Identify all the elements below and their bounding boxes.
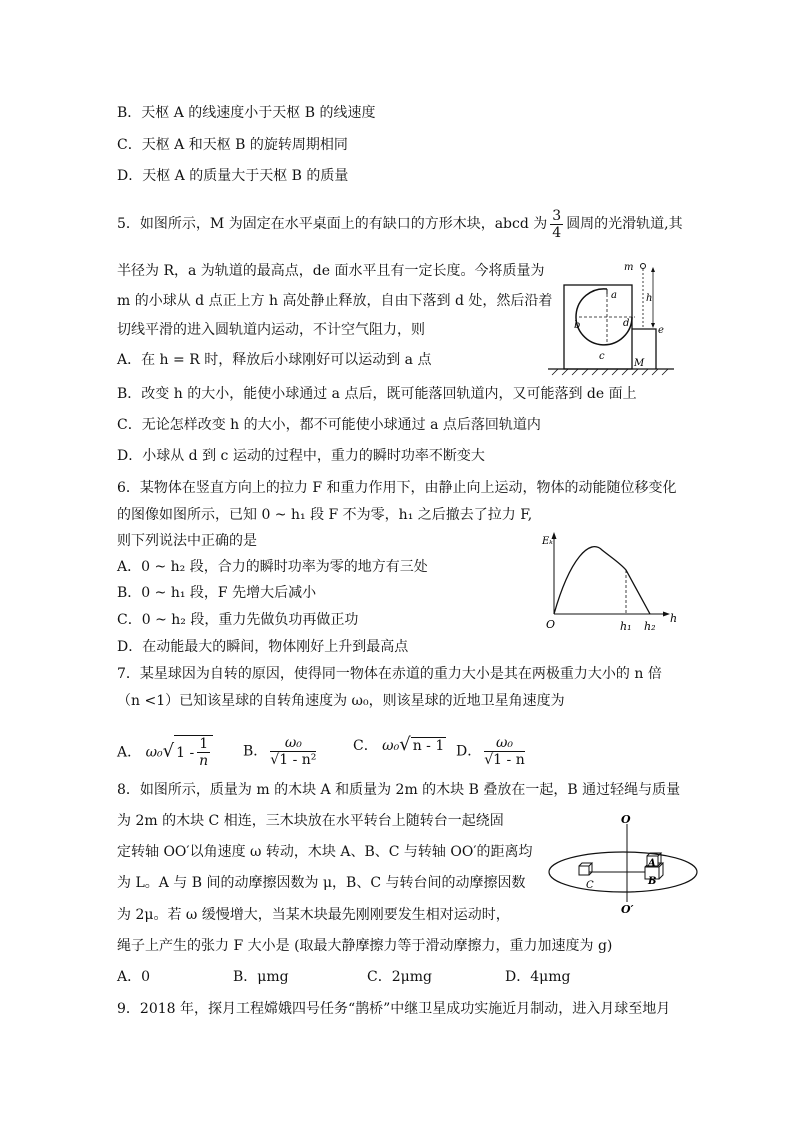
q7-option-c-radicand: n - 1 <box>412 738 445 754</box>
q7-option-d-den: 1 - n <box>493 752 525 768</box>
q7-option-a-num: 1 <box>199 736 209 752</box>
q5-ground-hatch <box>552 369 668 375</box>
q8-label-c: C <box>586 880 594 891</box>
q7-option-a-radicand-text: 1 - <box>176 744 195 761</box>
q8-label-o: O <box>621 813 631 826</box>
q7-option-c-omega: ω₀ <box>382 738 400 754</box>
q8-label-b: B <box>648 876 657 887</box>
q7-option-d-num: ω₀ <box>484 735 524 752</box>
q6-label-h1: h₁ <box>620 620 632 633</box>
q7-option-c-label: C． <box>353 738 378 754</box>
q6-x-arrowhead <box>663 612 670 617</box>
q6-ek-curve <box>554 547 650 614</box>
q5-stem-text-a: 5．如图所示，M 为固定在水平桌面上的有缺口的方形木块，abcd 为 <box>117 216 548 232</box>
q5-stem-text-b: 圆周的光滑轨道,其 <box>566 216 683 232</box>
q7-option-a-frac <box>197 736 210 769</box>
q5-frac-num: 3 <box>552 207 562 224</box>
q8-option-a: A．0 <box>117 969 151 985</box>
q5-label-d: d <box>623 318 630 329</box>
q4-option-c: C．天枢 A 和天枢 B 的旋转周期相同 <box>117 137 348 153</box>
q7-option-b <box>243 735 319 768</box>
q6-option-c: C．0 ~ h₂ 段，重力先做负功再做正功 <box>117 612 359 628</box>
q8-option-d: D．4μmg <box>505 969 571 985</box>
q6-option-b: B．0 ~ h₁ 段，F 先增大后减小 <box>117 585 317 601</box>
q8-stem-line1: 8．如图所示，质量为 m 的木块 A 和质量为 2m 的木块 B 叠放在一起，B 通过轻绳与质量 <box>117 782 681 798</box>
q5-stem-line2: 半径为 R，a 为轨道的最高点，de 面水平且有一定长度。今将质量为 <box>117 263 545 279</box>
q6-option-a: A．0 ~ h₂ 段，合力的瞬时功率为零的地方有三处 <box>117 559 428 575</box>
q7-option-d-den-wrap: √1 - n <box>484 752 525 768</box>
q6-label-ek: Eₖ <box>542 536 553 547</box>
q5-ball <box>641 264 646 269</box>
q7-option-c <box>353 735 446 756</box>
q9-stem-line1: 9．2018 年，探月工程嫦娥四号任务“鹊桥”中继卫星成功实施近月制动，进入月球至地月 <box>117 1001 671 1017</box>
q6-label-origin: O <box>546 618 556 631</box>
q8-stem-line2: 为 2m 的木块 C 相连，三木块放在水平转台上随转台一起绕固 <box>117 813 504 829</box>
q8-option-b: B．μmg <box>233 969 289 985</box>
q6-stem-line2: 的图像如图所示，已知 0 ~ h₁ 段 F 不为零，h₁ 之后撤去了拉力 F, <box>117 507 533 523</box>
q7-stem-line2: （n <1）已知该星球的自转角速度为 ω₀，则该星球的近地卫星角速度为 <box>117 693 565 709</box>
q5-option-b: B．改变 h 的大小，能使小球通过 a 点后，既可能落回轨道内，又可能落到 de 面上 <box>117 386 637 402</box>
q5-track-figure <box>548 256 674 380</box>
q5-fraction <box>550 208 563 241</box>
q5-label-e: e <box>658 325 664 336</box>
q4-option-b: B．天枢 A 的线速度小于天枢 B 的线速度 <box>117 105 376 121</box>
q7-option-b-den-wrap: √1 - n² <box>270 752 317 768</box>
q5-label-h: h <box>646 293 653 304</box>
q5-h-arrowhead-up <box>651 267 655 272</box>
q7-option-a-radicand <box>174 735 213 769</box>
q7-option-a-label: A． <box>117 744 142 761</box>
q8-block-c <box>579 863 592 875</box>
q7-option-b-den: 1 - n² <box>279 752 317 768</box>
q5-option-c: C．无论怎样改变 h 的大小，都不可能使小球通过 a 点后落回轨道内 <box>117 417 541 433</box>
q8-label-a: A <box>648 858 656 869</box>
q8-stem-line6: 绳子上产生的张力 F 大小是 (取最大静摩擦力等于滑动摩擦力，重力加速度为 g) <box>117 938 613 954</box>
q8-stem-line5: 为 2μ。若 ω 缓慢增大，当某木块最先刚刚要发生相对运动时， <box>117 907 510 923</box>
q6-stem-line3: 则下列说法中正确的是 <box>117 533 257 549</box>
q7-option-c-radical: √ <box>399 734 411 755</box>
q4-option-d: D．天枢 A 的质量大于天枢 B 的质量 <box>117 168 349 184</box>
q7-option-d <box>456 735 528 768</box>
q7-option-a <box>117 735 213 769</box>
q5-h-arrowhead-down <box>651 323 655 328</box>
q5-frac-den: 4 <box>552 224 562 241</box>
q8-stem-line4: 为 L。A 与 B 间的动摩擦因数为 μ，B、C 与转台间的动摩擦因数 <box>117 875 526 891</box>
q8-label-o-prime: O′ <box>621 903 634 916</box>
q5-stem-line1 <box>117 207 683 241</box>
q6-ek-graph <box>540 528 680 638</box>
q8-option-c: C．2μmg <box>367 969 432 985</box>
q7-option-b-num: ω₀ <box>270 735 316 752</box>
q6-stem-line1: 6．某物体在竖直方向上的拉力 F 和重力作用下，由静止向上运动，物体的动能随位移变化 <box>117 480 677 496</box>
q7-option-a-den: n <box>199 753 209 769</box>
q5-label-a: a <box>611 290 617 301</box>
q7-option-b-frac <box>270 735 316 768</box>
q7-option-d-frac <box>484 735 524 768</box>
q5-option-a: A．在 h = R 时，释放后小球刚好可以运动到 a 点 <box>117 352 432 368</box>
q6-label-h2: h₂ <box>644 620 656 633</box>
q5-stem-line4: 切线平滑的进入圆轨道内运动，不计空气阻力，则 <box>117 322 425 338</box>
q5-label-m: m <box>624 262 634 273</box>
q5-label-b: b <box>574 320 581 331</box>
q5-option-d: D．小球从 d 到 c 运动的过程中，重力的瞬时功率不断变大 <box>117 448 485 464</box>
q6-label-h: h <box>670 612 678 625</box>
q8-stem-line3: 定转轴 OO′以角速度 ω 转动，木块 A、B、C 与转轴 OO′的距离均 <box>117 844 533 860</box>
q7-option-a-radical: √ <box>162 740 175 762</box>
q7-option-a-omega: ω₀ <box>145 744 163 761</box>
q5-label-c: c <box>599 351 605 362</box>
q8-turntable-figure <box>545 810 705 920</box>
q5-label-M: M <box>634 358 645 369</box>
q7-option-b-label: B． <box>243 743 268 760</box>
q7-stem-line1: 7．某星球因为自转的原因，使得同一物体在赤道的重力大小是其在两极重力大小的 n 倍 <box>117 666 662 682</box>
q6-option-d: D．在动能最大的瞬间，物体刚好上升到最高点 <box>117 639 409 655</box>
q7-option-d-label: D． <box>456 743 482 760</box>
q5-stem-line3: m 的小球从 d 点正上方 h 高处静止释放，自由下落到 d 处，然后沿着 <box>117 293 553 309</box>
